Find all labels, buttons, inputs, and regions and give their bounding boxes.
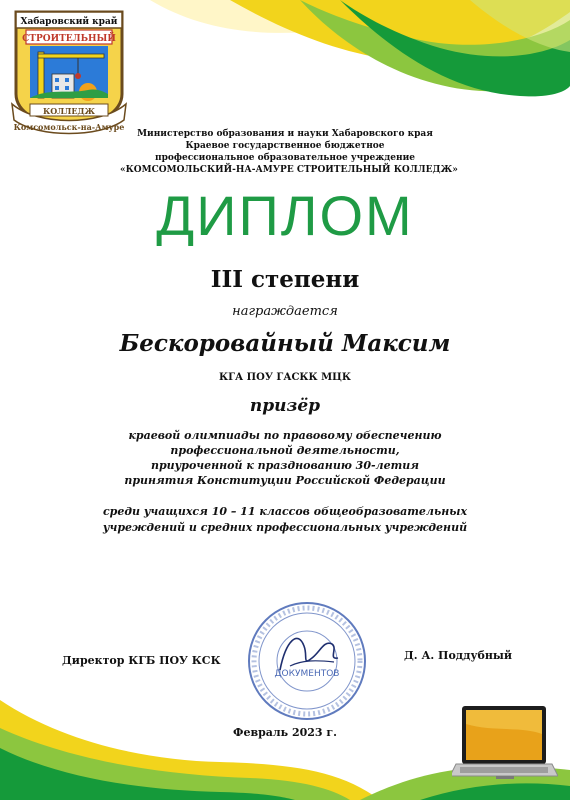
organization-header <box>120 128 458 176</box>
description-line: приуроченной к празднованию 30-летия <box>150 459 419 472</box>
emblem-banner-label: СТРОИТЕЛЬНЫЙ <box>22 34 116 44</box>
emblem-region-label: Хабаровский край <box>20 17 118 27</box>
description-line: принятия Конституции Российской Федерации <box>124 474 446 487</box>
college-emblem <box>8 8 130 144</box>
audience-description <box>40 504 530 536</box>
header-line-institution-kind: профессиональное образовательное учреждение <box>154 153 416 163</box>
director-name: Д. А. Поддубный <box>404 649 513 662</box>
competition-description <box>60 428 510 488</box>
award-status: призёр <box>249 396 321 416</box>
awarded-label: награждается <box>232 304 338 319</box>
stamp-text: ДОКУМЕНТОВ <box>274 669 340 679</box>
laptop-icon <box>452 704 558 784</box>
diploma-degree: III степени <box>210 266 360 293</box>
recipient-school: КГА ПОУ ГАСКК МЦК <box>219 372 351 383</box>
description-line: краевой олимпиады по правовому обеспечению <box>128 429 442 442</box>
emblem-city-label: Комсомольск-на-Амуре <box>13 122 125 132</box>
header-line-institution-type: Краевое государственное бюджетное <box>185 141 385 151</box>
header-line-college-name: «КОМСОМОЛЬСКИЙ-НА-АМУРЕ СТРОИТЕЛЬНЫЙ КОЛЛЕДЖ» <box>120 165 458 175</box>
description-line: профессиональной деятельности, <box>170 444 400 457</box>
director-position: Директор КГБ ПОУ КСК <box>62 654 221 667</box>
audience-line: учреждений и средних профессиональных учреждений <box>102 521 468 534</box>
emblem-college-label: КОЛЛЕДЖ <box>42 106 96 116</box>
audience-line: среди учащихся 10 – 11 классов общеобразовательных <box>102 505 468 518</box>
issue-date: Февраль 2023 г. <box>233 726 337 739</box>
recipient-name: Бескоровайный Максим <box>119 330 451 357</box>
official-stamp <box>246 600 368 722</box>
header-line-ministry: Министерство образования и науки Хабаровского края <box>137 129 433 139</box>
diploma-title: ДИПЛОМ <box>156 184 414 247</box>
